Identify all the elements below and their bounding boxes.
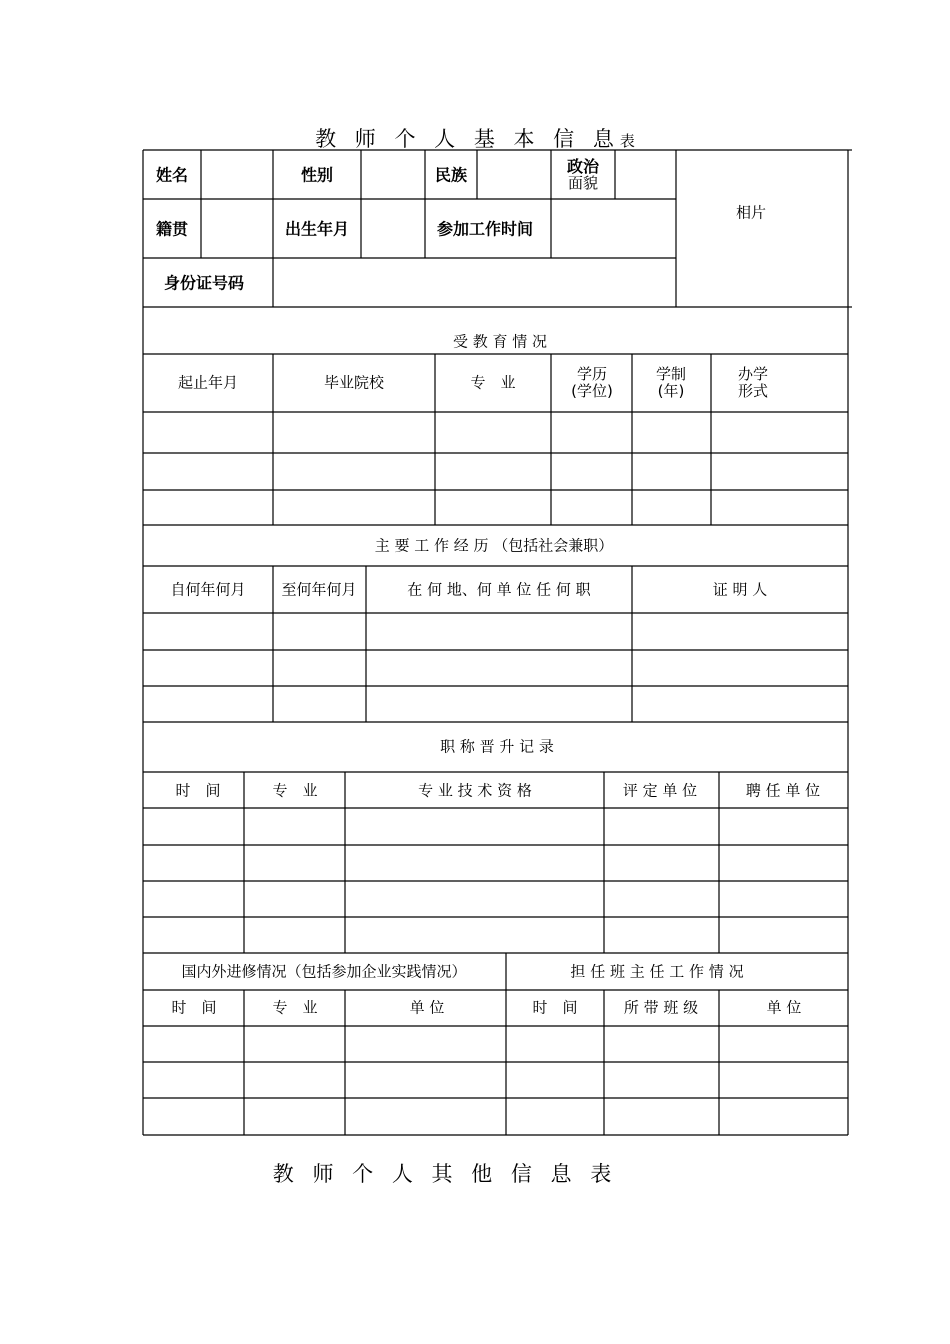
col-training-time: 时 间: [171, 998, 217, 1017]
label-political-line2: 面貌: [567, 174, 599, 192]
col-duration-line2: (年): [657, 382, 685, 400]
col-mode: [738, 366, 768, 400]
section-training-heading: 国内外进修情况（包括参加企业实践情况）: [181, 962, 467, 981]
col-mode-line1: 办学: [737, 365, 769, 383]
col-degree-line2: (学位): [571, 382, 613, 400]
col-record-qualification: 专 业 技 术 资 格: [418, 781, 532, 800]
col-record-time: 时 间: [175, 781, 221, 800]
section-title-record-heading: 职 称 晋 升 记 录: [440, 737, 554, 756]
col-witness: 证 明 人: [712, 580, 768, 599]
label-ethnicity: 民族: [434, 165, 468, 185]
col-headteacher-unit: 单 位: [766, 998, 802, 1017]
section-education-heading: 受 教 育 情 况: [452, 332, 548, 351]
col-training-unit: 单 位: [409, 998, 445, 1017]
col-period: 起止年月: [177, 373, 239, 392]
col-school: 毕业院校: [323, 373, 385, 392]
title-suffix: 表: [619, 132, 635, 150]
label-name: 姓名: [155, 165, 189, 185]
col-duration-line1: 学制: [655, 365, 687, 383]
col-mode-line2: 形式: [737, 382, 769, 400]
title-other: 教 师 个 人 其 他 信 息 表: [272, 1162, 618, 1186]
col-where: 在 何 地、何 单 位 任 何 职: [407, 580, 591, 599]
col-degree-line1: 学历: [576, 365, 607, 383]
label-birth: 出生年月: [284, 219, 350, 239]
label-political-line1: 政治: [566, 157, 600, 176]
col-training-major: 专 业: [272, 998, 318, 1017]
col-to: 至何年何月: [281, 580, 357, 599]
col-record-rating-unit: 评 定 单 位: [622, 781, 698, 800]
label-political: [567, 158, 599, 192]
section-headteacher-heading: 担 任 班 主 任 工 作 情 况: [570, 962, 744, 981]
col-degree: [571, 366, 613, 400]
col-from: 自何年何月: [170, 580, 246, 599]
label-gender: 性别: [300, 165, 334, 185]
col-major: 专 业: [470, 373, 516, 392]
label-native-place: 籍贯: [155, 219, 189, 239]
col-duration: [656, 366, 686, 400]
label-photo: 相片: [735, 203, 767, 222]
col-record-employ-unit: 聘 任 单 位: [745, 781, 821, 800]
col-headteacher-class: 所 带 班 级: [623, 998, 699, 1017]
col-headteacher-time: 时 间: [532, 998, 578, 1017]
section-work-heading: 主 要 工 作 经 历 （包括社会兼职）: [374, 536, 614, 555]
label-work-start: 参加工作时间: [436, 219, 534, 239]
col-record-major: 专 业: [272, 781, 318, 800]
label-id-number: 身份证号码: [163, 273, 245, 293]
title-main: 教 师 个 人 基 本 信 息: [315, 127, 620, 151]
